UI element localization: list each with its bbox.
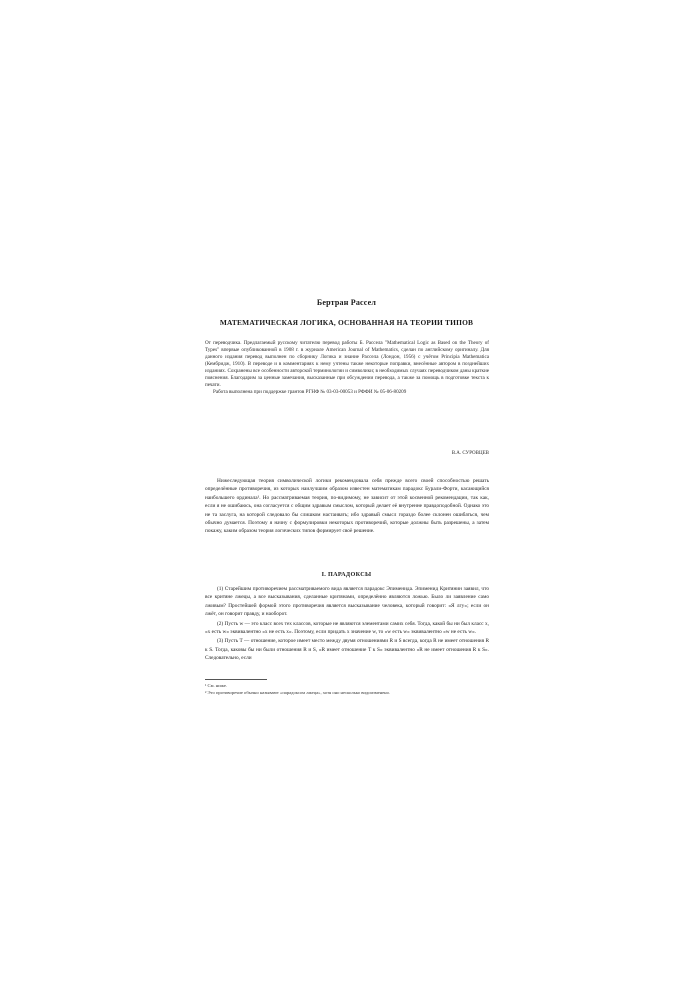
translator-signature: В.А. СУРОВЦЕВ <box>451 451 489 456</box>
article-title: МАТЕМАТИЧЕСКАЯ ЛОГИКА, ОСНОВАННАЯ НА ТЕОРИИ ТИПОВ <box>219 318 474 327</box>
footnote-divider <box>205 679 267 680</box>
footnote-1: ¹ См. ниже. <box>205 683 228 688</box>
paradoxes-section <box>205 585 489 664</box>
grant-acknowledgement: Работа выполнена при поддержке грантов РГНФ № 03-03-00053 и РФФИ № 05-06-80209 <box>213 389 407 395</box>
footnotes <box>205 683 489 696</box>
paradox-paragraph-2: (2) Пусть w — это класс всех тех классов, которые не являются элементами самих себя. Тогда, какой бы ни был класс x, «x есть w» эквивалентно «x не есть x». Поэтому, если придать x значение w, то «w есть w» эквивалентно «w не есть w». <box>205 620 489 636</box>
translator-note <box>205 340 489 396</box>
author-name: Бертран Рассел <box>316 298 377 307</box>
paradox-paragraph-3: (3) Пусть T — отношение, которое имеет место между двумя отношениями R и S всегда, когда R не имеет отношения R к S. Тогда, каковы бы ни были отношения R и S, «R имеет отношение T к S» эквивалентно «R не имеет отношения R к S». Следовательно, если <box>205 638 489 662</box>
paradox-paragraph-1: (1) Старейшим противоречием рассматриваемого вида является парадокс Эпименида. Эпименид Критянин заявил, что все критяне лжецы, а все высказывания, сделанные критянами, определённо являются ложью. Было ли заявление само лживым? Простейшей формой этого противоречия является высказывание человека, который говорит: «Я лгу»; если он лжёт, он говорит правду, и наоборот. <box>205 586 489 618</box>
introduction-section <box>205 477 489 536</box>
section-heading: I. ПАРАДОКСЫ <box>321 571 372 578</box>
introduction-paragraph: Нижеследующая теория символической логики рекомендовала себя прежде всего своей способностью решать определённые противоречия, из которых наилучшим образом известен математикам парадокс Бурали-Форти, касающийся наибольшего ординала¹. Но рассматриваемая теория, по-видимому, не зависит от этой косвенной рекомендации, так как, если я не ошибаюсь, она согласуется с общим здравым смыслом, который делает её внутренне правдоподобной. Однако это не та заслуга, на которой следовало бы слишком настаивать; ибо здравый смысл гораздо более склонен ошибаться, чем обычно думается. Поэтому я начну с формулировки некоторых противоречий, которые должны быть разрешены, а затем покажу, каким образом теория логических типов формирует своё решение. <box>205 478 489 535</box>
translator-note-text: От переводчика. Предлагаемый русскому читателю перевод работы Б. Рассела "Mathematical Logic as Based on the Theory of Types" впервые опубликованной в 1908 г. в журнале American Journal of Mathematics, сделан по английскому оригиналу. Для данного издания перевод выполнен по сборнику Логика и знание Рассела (Лондон, 1956) с учётом Principia Mathematica (Кембридж, 1910). В переводе и в комментариях к нему учтены также некоторые поправки, внесённые автором в позднейших изданиях. Сохранены все особенности авторской терминологии и символики; в необходимых случаях переводчиком даны краткие пояснения. Благодарим за ценные замечания, высказанные при обсуждении перевода, а также за помощь в подготовке текста к печати. <box>205 340 489 388</box>
footnote-2: ² Это противоречие обычно называют «парадоксом лжеца», хотя оно несколько видоизменено. <box>205 689 391 695</box>
